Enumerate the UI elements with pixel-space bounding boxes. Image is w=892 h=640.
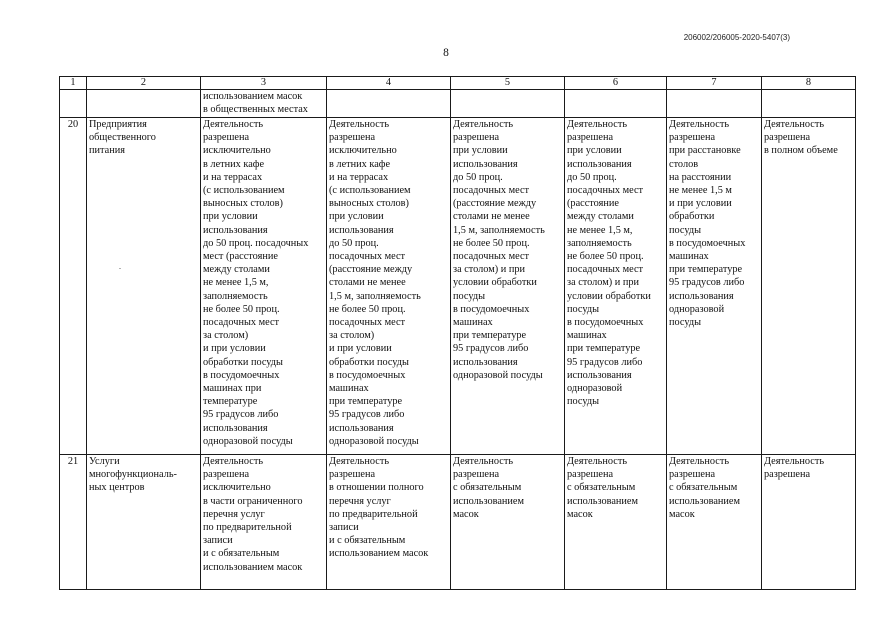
cell-text-line: столами не менее xyxy=(329,277,406,289)
cell-text-line: в посудомоечных xyxy=(203,369,280,381)
column-number: 5 xyxy=(451,77,565,90)
cell-text-line: одноразовой xyxy=(567,383,623,395)
cell-text-line: масок xyxy=(567,508,593,520)
cell-text-line: Деятельность xyxy=(669,456,730,467)
row-number: 20 xyxy=(60,118,87,455)
cell-text-line: Деятельность xyxy=(764,456,825,467)
cell-text-line: посадочных мест xyxy=(203,317,280,329)
cell-text-line: Предприятия xyxy=(89,119,147,130)
cell-text-line: ных центров xyxy=(89,482,145,494)
cell-text-line: в части ограниченного xyxy=(203,495,303,507)
cell-text-line: посадочных мест xyxy=(329,251,406,263)
cell-text-line: машинах xyxy=(567,330,607,342)
cell-text-line: использованием xyxy=(669,495,740,507)
cell-text-line: между столами xyxy=(567,211,634,223)
table-cell xyxy=(667,118,762,455)
cell-text-line: до 50 проц. xyxy=(567,171,617,183)
cell-text-line: питания xyxy=(89,145,125,157)
cell-text-line: по предварительной xyxy=(329,508,418,520)
cell-text-line: разрешена xyxy=(567,469,614,481)
cell-text-line: исключительно xyxy=(329,145,397,157)
table-cell xyxy=(565,455,667,590)
cell-text-line: 95 градусов либо xyxy=(329,409,405,421)
cell-text-line: не менее 1,5 м, xyxy=(567,224,633,236)
table-cell xyxy=(451,90,565,118)
table-cell xyxy=(87,90,201,118)
cell-text-line: (с использованием xyxy=(329,185,411,197)
cell-text-line: использования xyxy=(203,422,268,434)
table-row-continuation xyxy=(60,90,856,118)
cell-text-line: по предварительной xyxy=(203,522,292,534)
cell-text-line: 95 градусов либо xyxy=(669,277,745,289)
cell-text-line: посадочных мест xyxy=(567,185,644,197)
cell-text-line: при температуре xyxy=(567,343,641,355)
table-cell xyxy=(201,118,327,455)
cell-text-line: в общественных местах xyxy=(203,104,308,116)
table-cell xyxy=(667,455,762,590)
cell-text-line: разрешена xyxy=(203,469,250,481)
table-cell xyxy=(451,455,565,590)
cell-text-line: разрешена xyxy=(329,132,376,144)
cell-text-line: мест (расстояние xyxy=(203,251,278,263)
cell-text-line: посуды xyxy=(567,396,600,408)
cell-text-line: в летних кафе xyxy=(203,158,265,170)
cell-text-line: заполняемость xyxy=(203,290,268,302)
column-number: 2 xyxy=(87,77,201,90)
page-number: 8 xyxy=(443,47,449,59)
table-row-20 xyxy=(60,118,856,455)
row-name-cell xyxy=(87,455,201,590)
cell-text-line: посадочных мест xyxy=(453,185,530,197)
cell-text-line: до 50 проц. xyxy=(453,171,503,183)
column-number: 1 xyxy=(60,77,87,90)
cell-text-line: условии обработки xyxy=(453,277,537,289)
table-cell xyxy=(565,118,667,455)
cell-text-line: использованием масок xyxy=(203,91,303,102)
cell-text-line: на расстоянии xyxy=(669,171,732,183)
cell-text-line: и при условии xyxy=(329,343,392,355)
cell-text-line: машинах при xyxy=(203,383,262,395)
cell-text-line: при расстановке xyxy=(669,145,741,157)
cell-text-line: и при условии xyxy=(669,198,732,210)
cell-text-line: 95 градусов либо xyxy=(453,343,529,355)
cell-text-line: столов xyxy=(669,158,699,170)
table-cell xyxy=(667,90,762,118)
cell-text-line: 1,5 м, заполняемость xyxy=(329,290,421,302)
cell-text-line: заполняемость xyxy=(567,237,632,249)
table-cell xyxy=(201,455,327,590)
cell-text-line: посуды xyxy=(669,224,702,236)
cell-text-line: Деятельность xyxy=(453,119,514,130)
cell-text-line: Деятельность xyxy=(329,456,390,467)
cell-text-line: в отношении полного xyxy=(329,482,424,494)
cell-text-line: за столом) xyxy=(203,330,249,342)
cell-text-line: Деятельность xyxy=(764,119,825,130)
cell-text-line: одноразовой посуды xyxy=(203,435,293,447)
cell-text-line: одноразовой xyxy=(669,303,725,315)
column-number: 7 xyxy=(667,77,762,90)
cell-text-line: посуды xyxy=(669,317,702,329)
cell-text-line: одноразовой посуды xyxy=(329,435,419,447)
document-id: 206002/206005-2020-5407(3) xyxy=(683,33,790,42)
cell-text-line: и на террасах xyxy=(329,171,389,183)
cell-text-line: до 50 проц. xyxy=(329,237,379,249)
cell-text-line: посадочных мест xyxy=(329,317,406,329)
table-cell xyxy=(60,90,87,118)
cell-text-line: машинах xyxy=(329,383,369,395)
cell-text-line: в посудомоечных xyxy=(669,237,746,249)
cell-text-line: не менее 1,5 м, xyxy=(203,277,269,289)
cell-text-line: 95 градусов либо xyxy=(203,409,279,421)
cell-text-line: использованием масок xyxy=(203,561,303,573)
cell-text-line: посуды xyxy=(453,290,486,302)
cell-text-line: обработки посуды xyxy=(329,356,409,368)
cell-text-line: использования xyxy=(453,158,518,170)
cell-text-line: и на террасах xyxy=(203,171,263,183)
cell-text-line: разрешена xyxy=(453,132,500,144)
cell-text-line: разрешена xyxy=(764,469,811,481)
cell-text-line: записи xyxy=(329,522,359,534)
cell-text-line: многофункциональ- xyxy=(89,469,177,481)
cell-text-line: между столами xyxy=(203,264,270,276)
cell-text-line: использования xyxy=(329,422,394,434)
cell-text-line: в летних кафе xyxy=(329,158,391,170)
cell-text-line: не более 50 проц. xyxy=(453,237,530,249)
cell-text-line: посадочных мест xyxy=(567,264,644,276)
table-cell xyxy=(327,118,451,455)
cell-text-line: разрешена xyxy=(329,469,376,481)
row-name-cell xyxy=(87,118,201,455)
table-cell xyxy=(451,118,565,455)
cell-text-line: Деятельность xyxy=(453,456,514,467)
stray-mark: . xyxy=(119,262,121,271)
cell-text-line: при условии xyxy=(329,211,384,223)
cell-text-line: разрешена xyxy=(453,469,500,481)
cell-text-line: и с обязательным xyxy=(203,548,280,560)
column-number: 4 xyxy=(327,77,451,90)
cell-text-line: разрешена xyxy=(764,132,811,144)
cell-text-line: использования xyxy=(567,369,632,381)
table-cell xyxy=(762,455,856,590)
cell-text-line: Деятельность xyxy=(329,119,390,130)
cell-text-line: и с обязательным xyxy=(329,535,406,547)
table-cell xyxy=(327,90,451,118)
cell-text-line: Услуги xyxy=(89,456,120,467)
cell-text-line: при условии xyxy=(567,145,622,157)
cell-text-line: Деятельность xyxy=(203,456,264,467)
cell-text-line: использованием xyxy=(567,495,638,507)
cell-text-line: разрешена xyxy=(203,132,250,144)
cell-text-line: 1,5 м, заполняемость xyxy=(453,224,545,236)
cell-text-line: и при условии xyxy=(203,343,266,355)
cell-text-line: с обязательным xyxy=(567,482,636,494)
cell-text-line: Деятельность xyxy=(669,119,730,130)
cell-text-line: использования xyxy=(329,224,394,236)
cell-text-line: разрешена xyxy=(567,132,614,144)
cell-text-line: не более 50 проц. xyxy=(203,303,280,315)
column-number: 3 xyxy=(201,77,327,90)
cell-text-line: температуре xyxy=(203,396,258,408)
cell-text-line: с обязательным xyxy=(669,482,738,494)
cell-text-line: разрешена xyxy=(669,469,716,481)
cell-text-line: не более 50 проц. xyxy=(567,251,644,263)
cell-text-line: Деятельность xyxy=(203,119,264,130)
cell-text-line: одноразовой посуды xyxy=(453,369,543,381)
cell-text-line: общественного xyxy=(89,132,156,144)
cell-text-line: с обязательным xyxy=(453,482,522,494)
column-number: 6 xyxy=(565,77,667,90)
regulations-table xyxy=(59,76,856,590)
cell-text-line: в посудомоечных xyxy=(329,369,406,381)
cell-text-line: разрешена xyxy=(669,132,716,144)
table-cell xyxy=(565,90,667,118)
cell-text-line: за столом) и при xyxy=(453,264,526,276)
cell-text-line: за столом) и при xyxy=(567,277,640,289)
column-number-row xyxy=(60,77,856,90)
table-cell xyxy=(327,455,451,590)
cell-text-line: в посудомоечных xyxy=(453,303,530,315)
cell-text-line: обработки посуды xyxy=(203,356,283,368)
row-number: 21 xyxy=(60,455,87,590)
cell-text-line: использованием xyxy=(453,495,524,507)
cell-text-line: записи xyxy=(203,535,233,547)
cell-text-line: машинах xyxy=(453,317,493,329)
table-cell xyxy=(201,90,327,118)
cell-text-line: при условии xyxy=(203,211,258,223)
table-cell xyxy=(762,90,856,118)
cell-text-line: перечня услуг xyxy=(203,508,265,520)
cell-text-line: столами не менее xyxy=(453,211,530,223)
cell-text-line: за столом) xyxy=(329,330,375,342)
cell-text-line: (расстояние между xyxy=(453,198,537,210)
cell-text-line: использования xyxy=(669,290,734,302)
cell-text-line: использования xyxy=(567,158,632,170)
cell-text-line: при условии xyxy=(453,145,508,157)
cell-text-line: использованием масок xyxy=(329,548,429,560)
cell-text-line: исключительно xyxy=(203,482,271,494)
cell-text-line: обработки xyxy=(669,211,715,223)
cell-text-line: масок xyxy=(453,508,479,520)
cell-text-line: Деятельность xyxy=(567,456,628,467)
cell-text-line: не более 50 проц. xyxy=(329,303,406,315)
cell-text-line: при температуре xyxy=(329,396,403,408)
cell-text-line: условии обработки xyxy=(567,290,651,302)
cell-text-line: выносных столов) xyxy=(203,198,283,210)
cell-text-line: до 50 проц. посадочных xyxy=(203,237,309,249)
cell-text-line: использования xyxy=(203,224,268,236)
cell-text-line: (расстояние между xyxy=(329,264,413,276)
cell-text-line: выносных столов) xyxy=(329,198,409,210)
cell-text-line: 95 градусов либо xyxy=(567,356,643,368)
cell-text-line: (расстояние xyxy=(567,198,619,210)
cell-text-line: посадочных мест xyxy=(453,251,530,263)
cell-text-line: масок xyxy=(669,508,695,520)
column-number: 8 xyxy=(762,77,856,90)
table-cell xyxy=(762,118,856,455)
cell-text-line: при температуре xyxy=(669,264,743,276)
cell-text-line: не менее 1,5 м xyxy=(669,185,732,197)
cell-text-line: в полном объеме xyxy=(764,145,838,157)
cell-text-line: при температуре xyxy=(453,330,527,342)
cell-text-line: перечня услуг xyxy=(329,495,391,507)
cell-text-line: (с использованием xyxy=(203,185,285,197)
cell-text-line: использования xyxy=(453,356,518,368)
table-row-21 xyxy=(60,455,856,590)
cell-text-line: в посудомоечных xyxy=(567,317,644,329)
cell-text-line: машинах xyxy=(669,251,709,263)
cell-text-line: посуды xyxy=(567,303,600,315)
cell-text-line: исключительно xyxy=(203,145,271,157)
cell-text-line: Деятельность xyxy=(567,119,628,130)
